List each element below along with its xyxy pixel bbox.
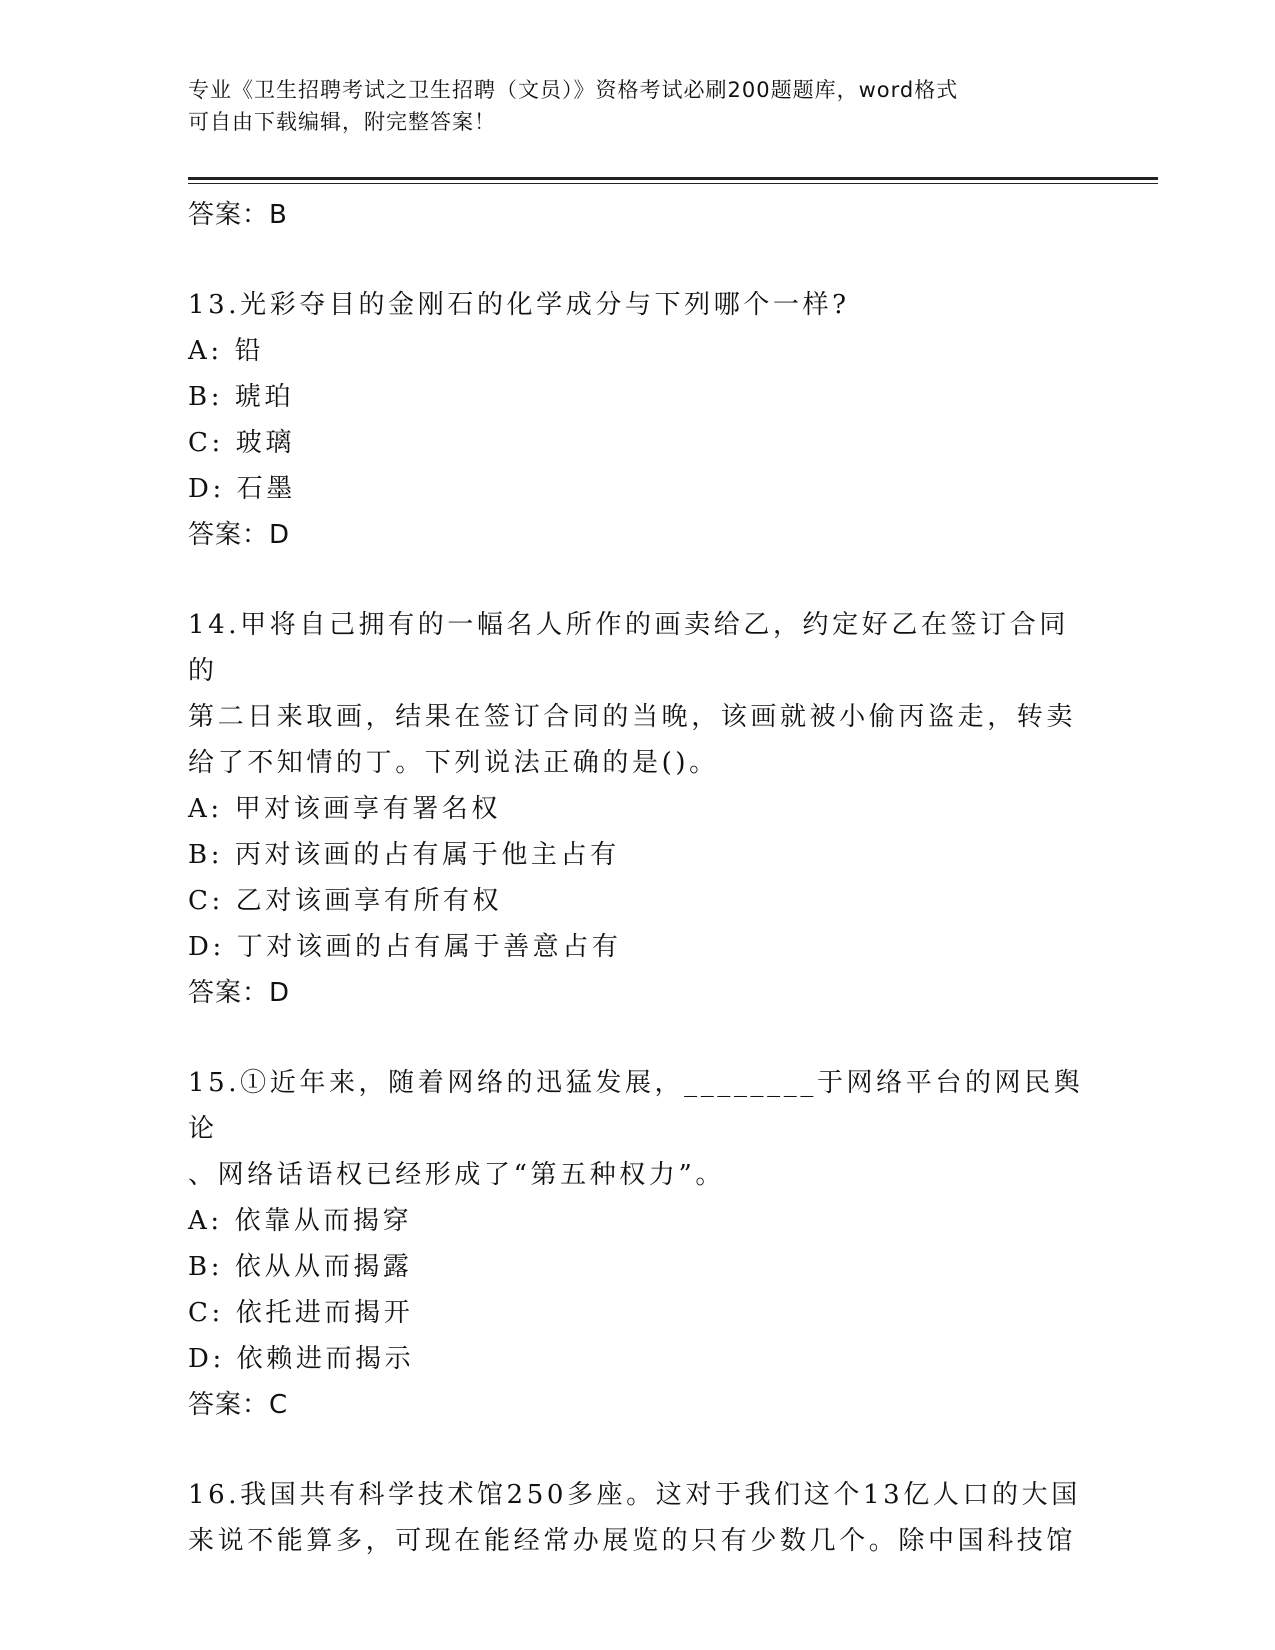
- question-13-option-a: A: 铅: [188, 336, 265, 366]
- spacer: [188, 558, 1088, 602]
- document-header: [188, 74, 1088, 138]
- question-14-text-line-2: 第二日来取画，结果在签订合同的当晚，该画就被小偷丙盗走，转卖: [188, 702, 1077, 732]
- question-15-option-a: A: 依靠从而揭穿: [188, 1206, 413, 1236]
- question-15-answer: 答案：C: [188, 1390, 289, 1420]
- question-13-option-d: D: 石墨: [188, 474, 296, 504]
- header-line-1: 专业《卫生招聘考试之卫生招聘（文员）》资格考试必刷200题题库，word格式: [188, 78, 959, 102]
- question-16: [188, 1472, 1088, 1564]
- question-15-text-line-2: 、网络话语权已经形成了“第五种权力”。: [188, 1160, 725, 1190]
- question-13-option-c: C: 玻璃: [188, 428, 295, 458]
- spacer: [188, 238, 1088, 282]
- header-divider-thick: [188, 177, 1158, 180]
- question-14-option-d: D: 丁对该画的占有属于善意占有: [188, 932, 622, 962]
- answer-12: 答案：B: [188, 200, 288, 230]
- question-15: [188, 1060, 1088, 1428]
- spacer: [188, 1016, 1088, 1060]
- header-line-2: 可自由下载编辑，附完整答案！: [188, 110, 496, 134]
- question-14-option-a: A: 甲对该画享有署名权: [188, 794, 502, 824]
- question-15-option-b: B: 依从从而揭露: [188, 1252, 413, 1282]
- question-14-option-b: B: 丙对该画的占有属于他主占有: [188, 840, 620, 870]
- question-14-text-line-3: 给了不知情的丁。下列说法正确的是()。: [188, 748, 719, 778]
- question-14-text-line-1: 14.甲将自己拥有的一幅名人所作的画卖给乙，约定好乙在签订合同的: [188, 610, 1069, 686]
- question-15-option-c: C: 依托进而揭开: [188, 1298, 414, 1328]
- spacer: [188, 1428, 1088, 1472]
- header-divider-thin: [188, 183, 1158, 184]
- question-16-text-line-1: 16.我国共有科学技术馆250多座。这对于我们这个13亿人口的大国: [188, 1480, 1081, 1510]
- question-list: [188, 190, 1088, 1564]
- question-14-answer: 答案：D: [188, 978, 291, 1008]
- question-13: [188, 282, 1088, 558]
- question-13-option-b: B: 琥珀: [188, 382, 295, 412]
- question-14-option-c: C: 乙对该画享有所有权: [188, 886, 503, 916]
- question-15-text-line-1: 15.①近年来，随着网络的迅猛发展，________于网络平台的网民舆论: [188, 1068, 1084, 1144]
- question-13-text: 13.光彩夺目的金刚石的化学成分与下列哪个一样?: [188, 290, 850, 320]
- question-14: [188, 602, 1088, 1016]
- question-16-text-line-2: 来说不能算多，可现在能经常办展览的只有少数几个。除中国科技馆: [188, 1526, 1077, 1556]
- question-15-option-d: D: 依赖进而揭示: [188, 1344, 415, 1374]
- question-13-answer: 答案：D: [188, 520, 291, 550]
